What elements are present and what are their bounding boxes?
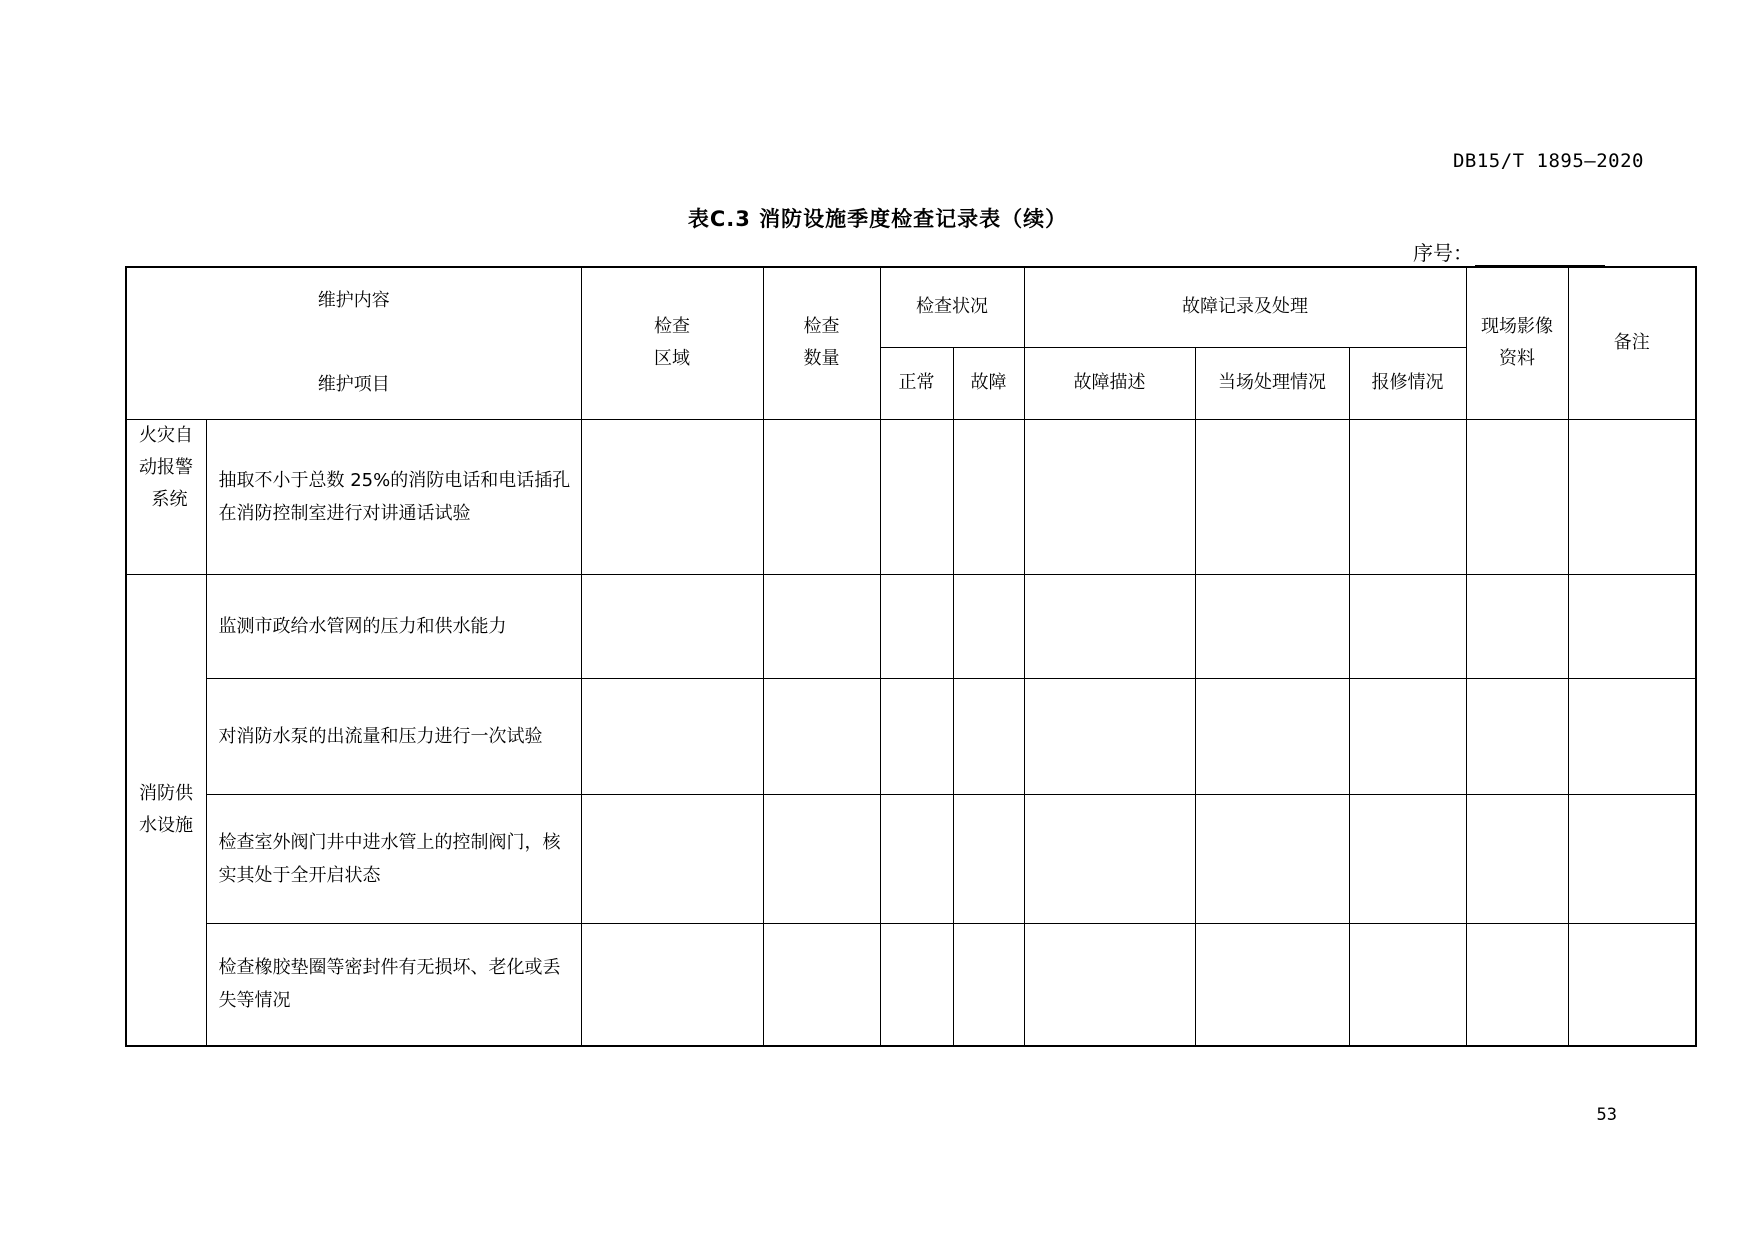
repair-report-cell[interactable] (1349, 419, 1466, 574)
category-line: 系统 (151, 488, 188, 510)
normal-cell[interactable] (880, 574, 953, 678)
category-line: 消防供 (139, 782, 193, 804)
site-image-cell[interactable] (1466, 419, 1568, 574)
check-qty-cell[interactable] (763, 923, 880, 1046)
maint-item-cell: 检查室外阀门井中进水管上的控制阀门，核实其处于全开启状态 (206, 794, 581, 923)
fault-cell[interactable] (953, 574, 1024, 678)
category-line: 火灾自 (139, 424, 193, 446)
check-area-cell[interactable] (581, 923, 763, 1046)
check-area-header (581, 267, 763, 419)
site-image-line1: 现场影像 (1481, 316, 1554, 338)
fault-desc-header: 故障描述 (1024, 347, 1195, 419)
check-qty-cell[interactable] (763, 678, 880, 794)
fault-cell[interactable] (953, 794, 1024, 923)
maint-item-cell: 监测市政给水管网的压力和供水能力 (206, 574, 581, 678)
repair-report-header: 报修情况 (1349, 347, 1466, 419)
site-image-cell[interactable] (1466, 794, 1568, 923)
category-line: 动报警 (139, 456, 193, 478)
check-area-cell[interactable] (581, 794, 763, 923)
fault-desc-cell[interactable] (1024, 419, 1195, 574)
fault-cell[interactable] (953, 923, 1024, 1046)
fault-desc-cell[interactable] (1024, 574, 1195, 678)
maint-item-cell: 检查橡胶垫圈等密封件有无损坏、老化或丢失等情况 (206, 923, 581, 1046)
site-image-cell[interactable] (1466, 574, 1568, 678)
normal-cell[interactable] (880, 923, 953, 1046)
check-area-cell[interactable] (581, 574, 763, 678)
normal-cell[interactable] (880, 678, 953, 794)
repair-report-cell[interactable] (1349, 794, 1466, 923)
normal-cell[interactable] (880, 419, 953, 574)
header-row-main (126, 267, 1696, 347)
maint-item-header: 维护项目 (317, 374, 390, 396)
site-image-line2: 资料 (1499, 348, 1536, 370)
onsite-handling-cell[interactable] (1195, 574, 1349, 678)
table-row (126, 419, 1696, 574)
table-row (126, 923, 1696, 1046)
category-water-supply (126, 574, 206, 1046)
maint-item-cell: 抽取不小于总数 25%的消防电话和电话插孔在消防控制室进行对讲通话试验 (206, 419, 581, 574)
table-row (126, 794, 1696, 923)
fault-record-header: 故障记录及处理 (1024, 267, 1466, 347)
serial-number-field (1413, 237, 1605, 266)
normal-cell[interactable] (880, 794, 953, 923)
remarks-header: 备注 (1568, 267, 1696, 419)
repair-report-cell[interactable] (1349, 923, 1466, 1046)
maint-content-header: 维护内容 (317, 290, 390, 312)
remarks-cell[interactable] (1568, 419, 1696, 574)
table-title: 表C.3 消防设施季度检查记录表（续） (687, 207, 1068, 231)
check-area-cell[interactable] (581, 419, 763, 574)
check-qty-line1: 检查 (803, 316, 840, 338)
check-qty-cell[interactable] (763, 794, 880, 923)
onsite-handling-header: 当场处理情况 (1195, 347, 1349, 419)
remarks-cell[interactable] (1568, 574, 1696, 678)
repair-report-cell[interactable] (1349, 678, 1466, 794)
table-row (126, 574, 1696, 678)
category-fire-alarm (126, 419, 206, 574)
check-status-header: 检查状况 (880, 267, 1024, 347)
site-image-cell[interactable] (1466, 678, 1568, 794)
remarks-cell[interactable] (1568, 794, 1696, 923)
check-qty-cell[interactable] (763, 574, 880, 678)
onsite-handling-cell[interactable] (1195, 419, 1349, 574)
remarks-cell[interactable] (1568, 678, 1696, 794)
fault-header: 故障 (953, 347, 1024, 419)
fault-cell[interactable] (953, 419, 1024, 574)
check-qty-cell[interactable] (763, 419, 880, 574)
fault-desc-cell[interactable] (1024, 678, 1195, 794)
table-row (126, 678, 1696, 794)
document-code: DB15/T 1895—2020 (1452, 150, 1644, 172)
check-qty-header (763, 267, 880, 419)
normal-header: 正常 (880, 347, 953, 419)
fault-cell[interactable] (953, 678, 1024, 794)
check-area-line1: 检查 (654, 316, 690, 338)
onsite-handling-cell[interactable] (1195, 678, 1349, 794)
onsite-handling-cell[interactable] (1195, 923, 1349, 1046)
fault-desc-cell[interactable] (1024, 794, 1195, 923)
site-image-header (1466, 267, 1568, 419)
serial-number-blank (1475, 243, 1605, 266)
category-line: 水设施 (139, 814, 193, 836)
remarks-cell[interactable] (1568, 923, 1696, 1046)
maint-header-cell (126, 267, 581, 419)
inspection-record-table (125, 266, 1697, 1047)
onsite-handling-cell[interactable] (1195, 794, 1349, 923)
check-qty-line2: 数量 (803, 348, 840, 370)
check-area-cell[interactable] (581, 678, 763, 794)
repair-report-cell[interactable] (1349, 574, 1466, 678)
check-area-line2: 区域 (654, 348, 690, 370)
site-image-cell[interactable] (1466, 923, 1568, 1046)
maint-item-cell: 对消防水泵的出流量和压力进行一次试验 (206, 678, 581, 794)
fault-desc-cell[interactable] (1024, 923, 1195, 1046)
serial-number-label: 序号： (1413, 241, 1473, 265)
page-number: 53 (1596, 1105, 1617, 1125)
